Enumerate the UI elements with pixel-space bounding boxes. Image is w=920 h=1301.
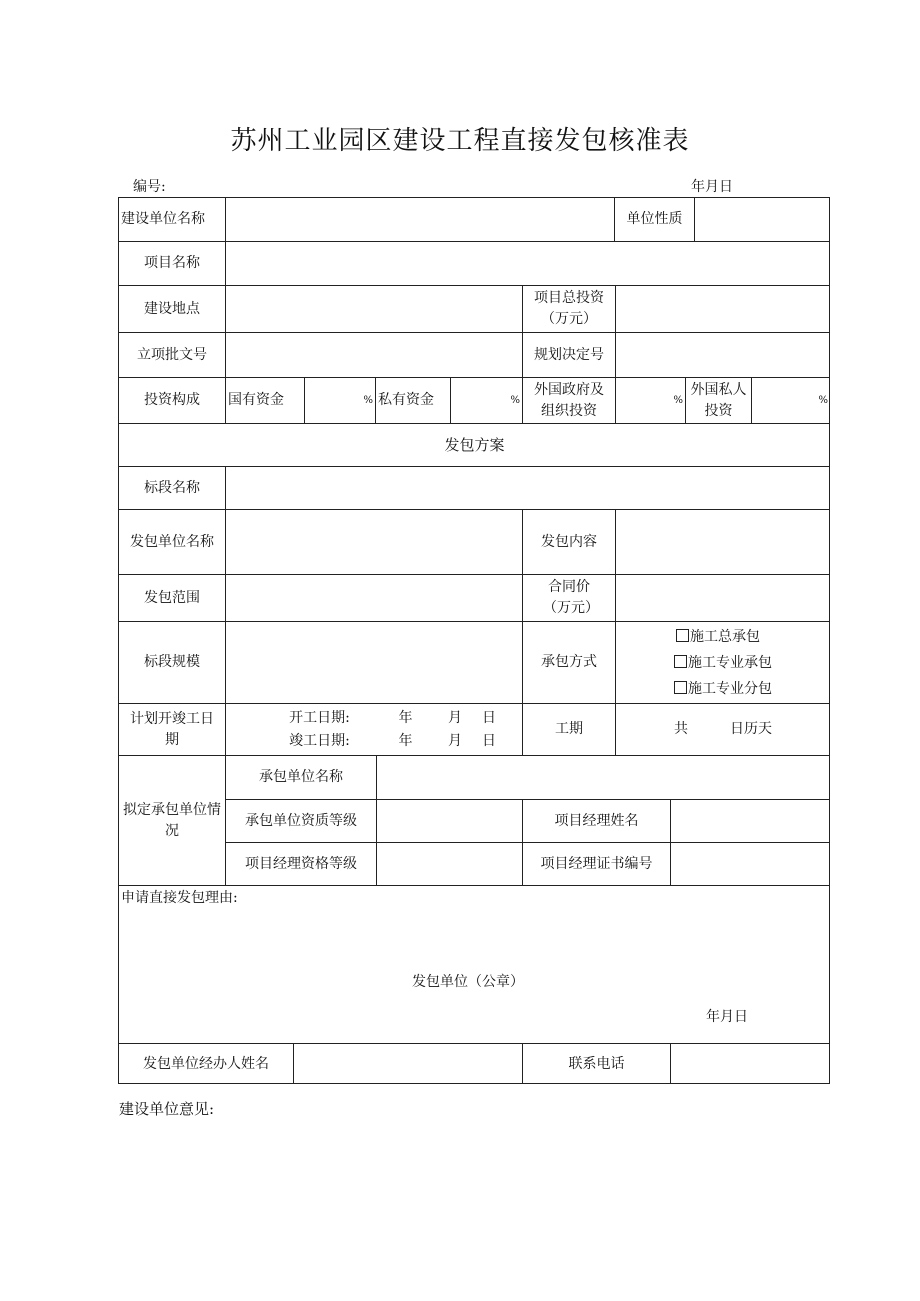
build-location-field[interactable] (225, 285, 522, 332)
builder-name-field[interactable] (225, 197, 614, 241)
foreign-private-percent[interactable]: % (751, 377, 830, 423)
schedule-dates (225, 703, 522, 755)
manager-grade-label: 项目经理资格等级 (225, 842, 376, 885)
mode-option-general[interactable]: 施工总承包 (676, 624, 760, 650)
contract-scope-label: 发包范围 (118, 574, 225, 621)
contract-plan-header: 发包方案 (118, 423, 830, 466)
mode-option-subcontract[interactable]: 施工专业分包 (674, 676, 772, 702)
manager-cert-field[interactable] (670, 842, 830, 885)
approval-number-label: 立项批文号 (118, 332, 225, 377)
approval-form (118, 197, 830, 1084)
planning-number-label: 规划决定号 (522, 332, 615, 377)
phone-field[interactable] (670, 1043, 830, 1084)
reason-label: 申请直接发包理由: (121, 890, 238, 906)
section-scale-field[interactable] (225, 621, 522, 703)
contractor-grade-field[interactable] (376, 799, 522, 842)
unit-nature-label: 单位性质 (614, 197, 694, 241)
foreign-private-label: 外国私人投资 (685, 377, 751, 423)
section-name-label: 标段名称 (118, 466, 225, 509)
schedule-label: 计划开竣工日期 (118, 703, 225, 755)
number-label: 编号: (133, 179, 166, 195)
start-date-row[interactable]: 开工日期: 年 月 日 (256, 707, 496, 730)
duration-field[interactable]: 共 日历天 (615, 703, 830, 755)
foreign-gov-label: 外国政府及组织投资 (522, 377, 615, 423)
contracting-unit-label: 发包单位名称 (118, 509, 225, 574)
page-title: 苏州工业园区建设工程直接发包核准表 (230, 126, 690, 156)
start-date-label: 开工日期: (289, 709, 350, 726)
contractor-grade-label: 承包单位资质等级 (225, 799, 376, 842)
builder-opinion-label: 建设单位意见: (119, 1100, 215, 1118)
contract-mode-label: 承包方式 (522, 621, 615, 703)
checkbox-icon[interactable] (676, 629, 689, 642)
end-date-row[interactable]: 竣工日期: 年 月 日 (256, 730, 496, 753)
end-date-label: 竣工日期: (289, 732, 350, 749)
contract-content-field[interactable] (615, 509, 830, 574)
duration-label: 工期 (522, 703, 615, 755)
phone-label: 联系电话 (522, 1043, 670, 1084)
checkbox-icon[interactable] (674, 655, 687, 668)
manager-name-label: 项目经理姓名 (522, 799, 670, 842)
investment-label: 投资构成 (118, 377, 225, 423)
handler-label: 发包单位经办人姓名 (118, 1043, 293, 1084)
section-name-field[interactable] (225, 466, 830, 509)
manager-grade-field[interactable] (376, 842, 522, 885)
state-funds-label: 国有资金 (225, 377, 304, 423)
unit-nature-field[interactable] (694, 197, 830, 241)
checkbox-icon[interactable] (674, 681, 687, 694)
handler-field[interactable] (293, 1043, 522, 1084)
project-name-label: 项目名称 (118, 241, 225, 285)
proposed-contractor-label: 拟定承包单位情况 (118, 755, 225, 885)
project-name-field[interactable] (225, 241, 830, 285)
section-scale-label: 标段规模 (118, 621, 225, 703)
total-investment-field[interactable] (615, 285, 830, 332)
contract-mode-options (615, 621, 830, 703)
build-location-label: 建设地点 (118, 285, 225, 332)
state-funds-percent[interactable]: % (304, 377, 375, 423)
manager-cert-label: 项目经理证书编号 (522, 842, 670, 885)
approval-number-field[interactable] (225, 332, 522, 377)
contractor-name-field[interactable] (376, 755, 830, 799)
manager-name-field[interactable] (670, 799, 830, 842)
contractor-name-label: 承包单位名称 (225, 755, 376, 799)
builder-name-label: 建设单位名称 (118, 197, 225, 241)
contracting-unit-field[interactable] (225, 509, 522, 574)
form-date: 年月日 (691, 179, 733, 195)
seal-label: 发包单位（公章） (412, 974, 524, 990)
contract-content-label: 发包内容 (522, 509, 615, 574)
reason-date: 年月日 (706, 1009, 748, 1025)
private-funds-percent[interactable]: % (450, 377, 522, 423)
private-funds-label: 私有资金 (375, 377, 450, 423)
contract-price-label: 合同价（万元） (522, 574, 615, 621)
contract-price-field[interactable] (615, 574, 830, 621)
contract-scope-field[interactable] (225, 574, 522, 621)
mode-option-specialty[interactable]: 施工专业承包 (674, 650, 772, 676)
planning-number-field[interactable] (615, 332, 830, 377)
foreign-gov-percent[interactable]: % (615, 377, 685, 423)
total-investment-label: 项目总投资（万元） (522, 285, 615, 332)
